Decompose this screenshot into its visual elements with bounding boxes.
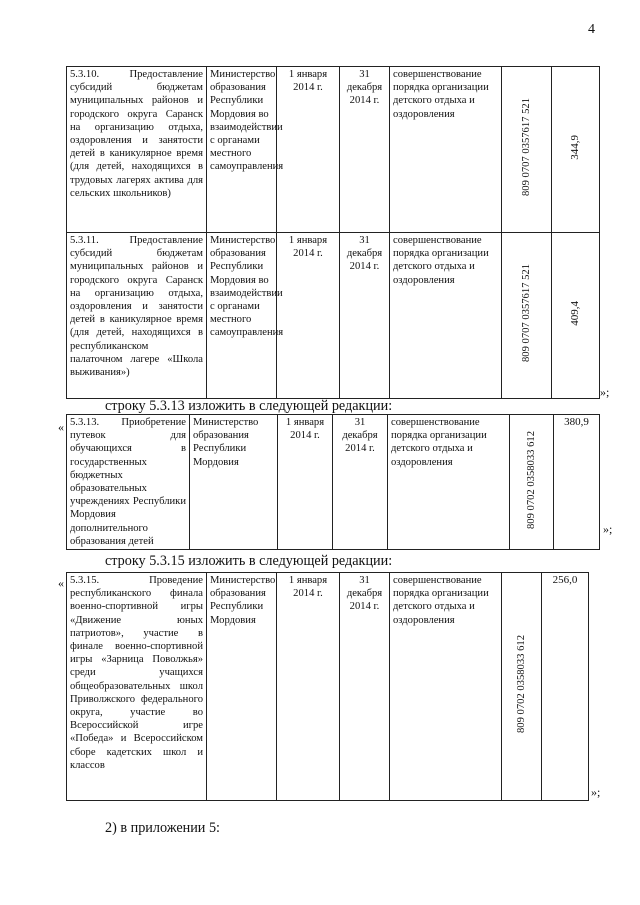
sum-cell: 256,0 [542, 573, 589, 801]
budget-code-cell [502, 573, 542, 801]
sum-cell [552, 233, 600, 399]
end-date-cell: 31 декабря 2014 г. [340, 573, 390, 801]
program-table-1 [66, 66, 600, 399]
close-quote-mark: »; [600, 385, 610, 399]
budget-code-cell [510, 415, 554, 550]
budget-code-text: 809 0707 0357617 521 [520, 264, 532, 363]
sum-text: 409,4 [568, 301, 581, 326]
budget-code-cell [502, 67, 552, 233]
executor-cell: Министерство образования Республики Мордовия [190, 415, 278, 550]
executor-cell: Министерство образования Республики Мордовия во взаимодействии с органами местного самоуправления [207, 67, 277, 233]
instruction-paragraph: 2) в приложении 5: [105, 820, 220, 836]
row-name-cell: 5.3.15. Проведение республиканского финала военно-спортивной игры «Движение юных патриотов», участие в финале военно-спортивной игры «Зарница Поволжья» среди учащихся общеобразовательных школ Приволжского федерального округа, участие во Всероссийской игре «Победа» и Всероссийском сборе кадетских школ и классов [67, 573, 207, 801]
budget-code-cell [502, 233, 552, 399]
program-table-2 [66, 414, 600, 550]
start-date-cell: 1 января 2014 г. [277, 233, 340, 399]
start-date-cell: 1 января 2014 г. [277, 67, 340, 233]
result-cell: совершенствование порядка организации детского отдыха и оздоровления [390, 233, 502, 399]
budget-code-text: 809 0702 0358033 612 [525, 430, 537, 529]
row-name-cell: 5.3.11. Предоставление субсидий бюджетам муниципальных районов и городского округа Саранск на организацию отдыха, оздоровления и занятости детей в каникулярное время (для детей, находящихся в республиканском палаточном лагере «Школа выживания») [67, 233, 207, 399]
table-row-5-3-11 [67, 233, 600, 399]
open-quote-mark: « [58, 420, 64, 434]
executor-cell: Министерство образования Республики Мордовия [207, 573, 277, 801]
result-cell: совершенствование порядка организации детского отдыха и оздоровления [388, 415, 510, 550]
sum-text: 344,9 [568, 135, 581, 160]
sum-cell: 380,9 [554, 415, 600, 550]
start-date-cell: 1 января 2014 г. [277, 573, 340, 801]
instruction-paragraph: строку 5.3.15 изложить в следующей редакции: [105, 553, 393, 569]
program-table-3 [66, 572, 589, 801]
table-row-5-3-13 [67, 415, 600, 550]
end-date-cell: 31 декабря 2014 г. [340, 67, 390, 233]
table-row-5-3-10 [67, 67, 600, 233]
result-cell: совершенствование порядка организации детского отдыха и оздоровления [390, 67, 502, 233]
result-cell: совершенствование порядка организации детского отдыха и оздоровления [390, 573, 502, 801]
sum-cell [552, 67, 600, 233]
end-date-cell: 31 декабря 2014 г. [340, 233, 390, 399]
row-name-cell: 5.3.13. Приобретение путевок для обучающихся в государственных бюджетных образовательных учреждениях Республики Мордовия дополнительного образования детей [67, 415, 190, 550]
executor-cell: Министерство образования Республики Мордовия во взаимодействии с органами местного самоуправления [207, 233, 277, 399]
budget-code-text: 809 0702 0358033 612 [515, 635, 527, 734]
instruction-paragraph: строку 5.3.13 изложить в следующей редакции: [105, 398, 393, 414]
start-date-cell: 1 января 2014 г. [278, 415, 333, 550]
end-date-cell: 31 декабря 2014 г. [333, 415, 388, 550]
row-name-cell: 5.3.10. Предоставление субсидий бюджетам муниципальных районов и городского округа Саранск на организацию отдыха, оздоровления и занятости детей в каникулярное время (для детей, находящихся в трудовых лагерях актива для сельских школьников) [67, 67, 207, 233]
close-quote-mark: »; [591, 785, 601, 799]
close-quote-mark: »; [603, 522, 613, 536]
open-quote-mark: « [58, 576, 64, 590]
budget-code-text: 809 0707 0357617 521 [520, 98, 532, 197]
table-row-5-3-15 [67, 573, 589, 801]
page-number: 4 [588, 22, 595, 37]
